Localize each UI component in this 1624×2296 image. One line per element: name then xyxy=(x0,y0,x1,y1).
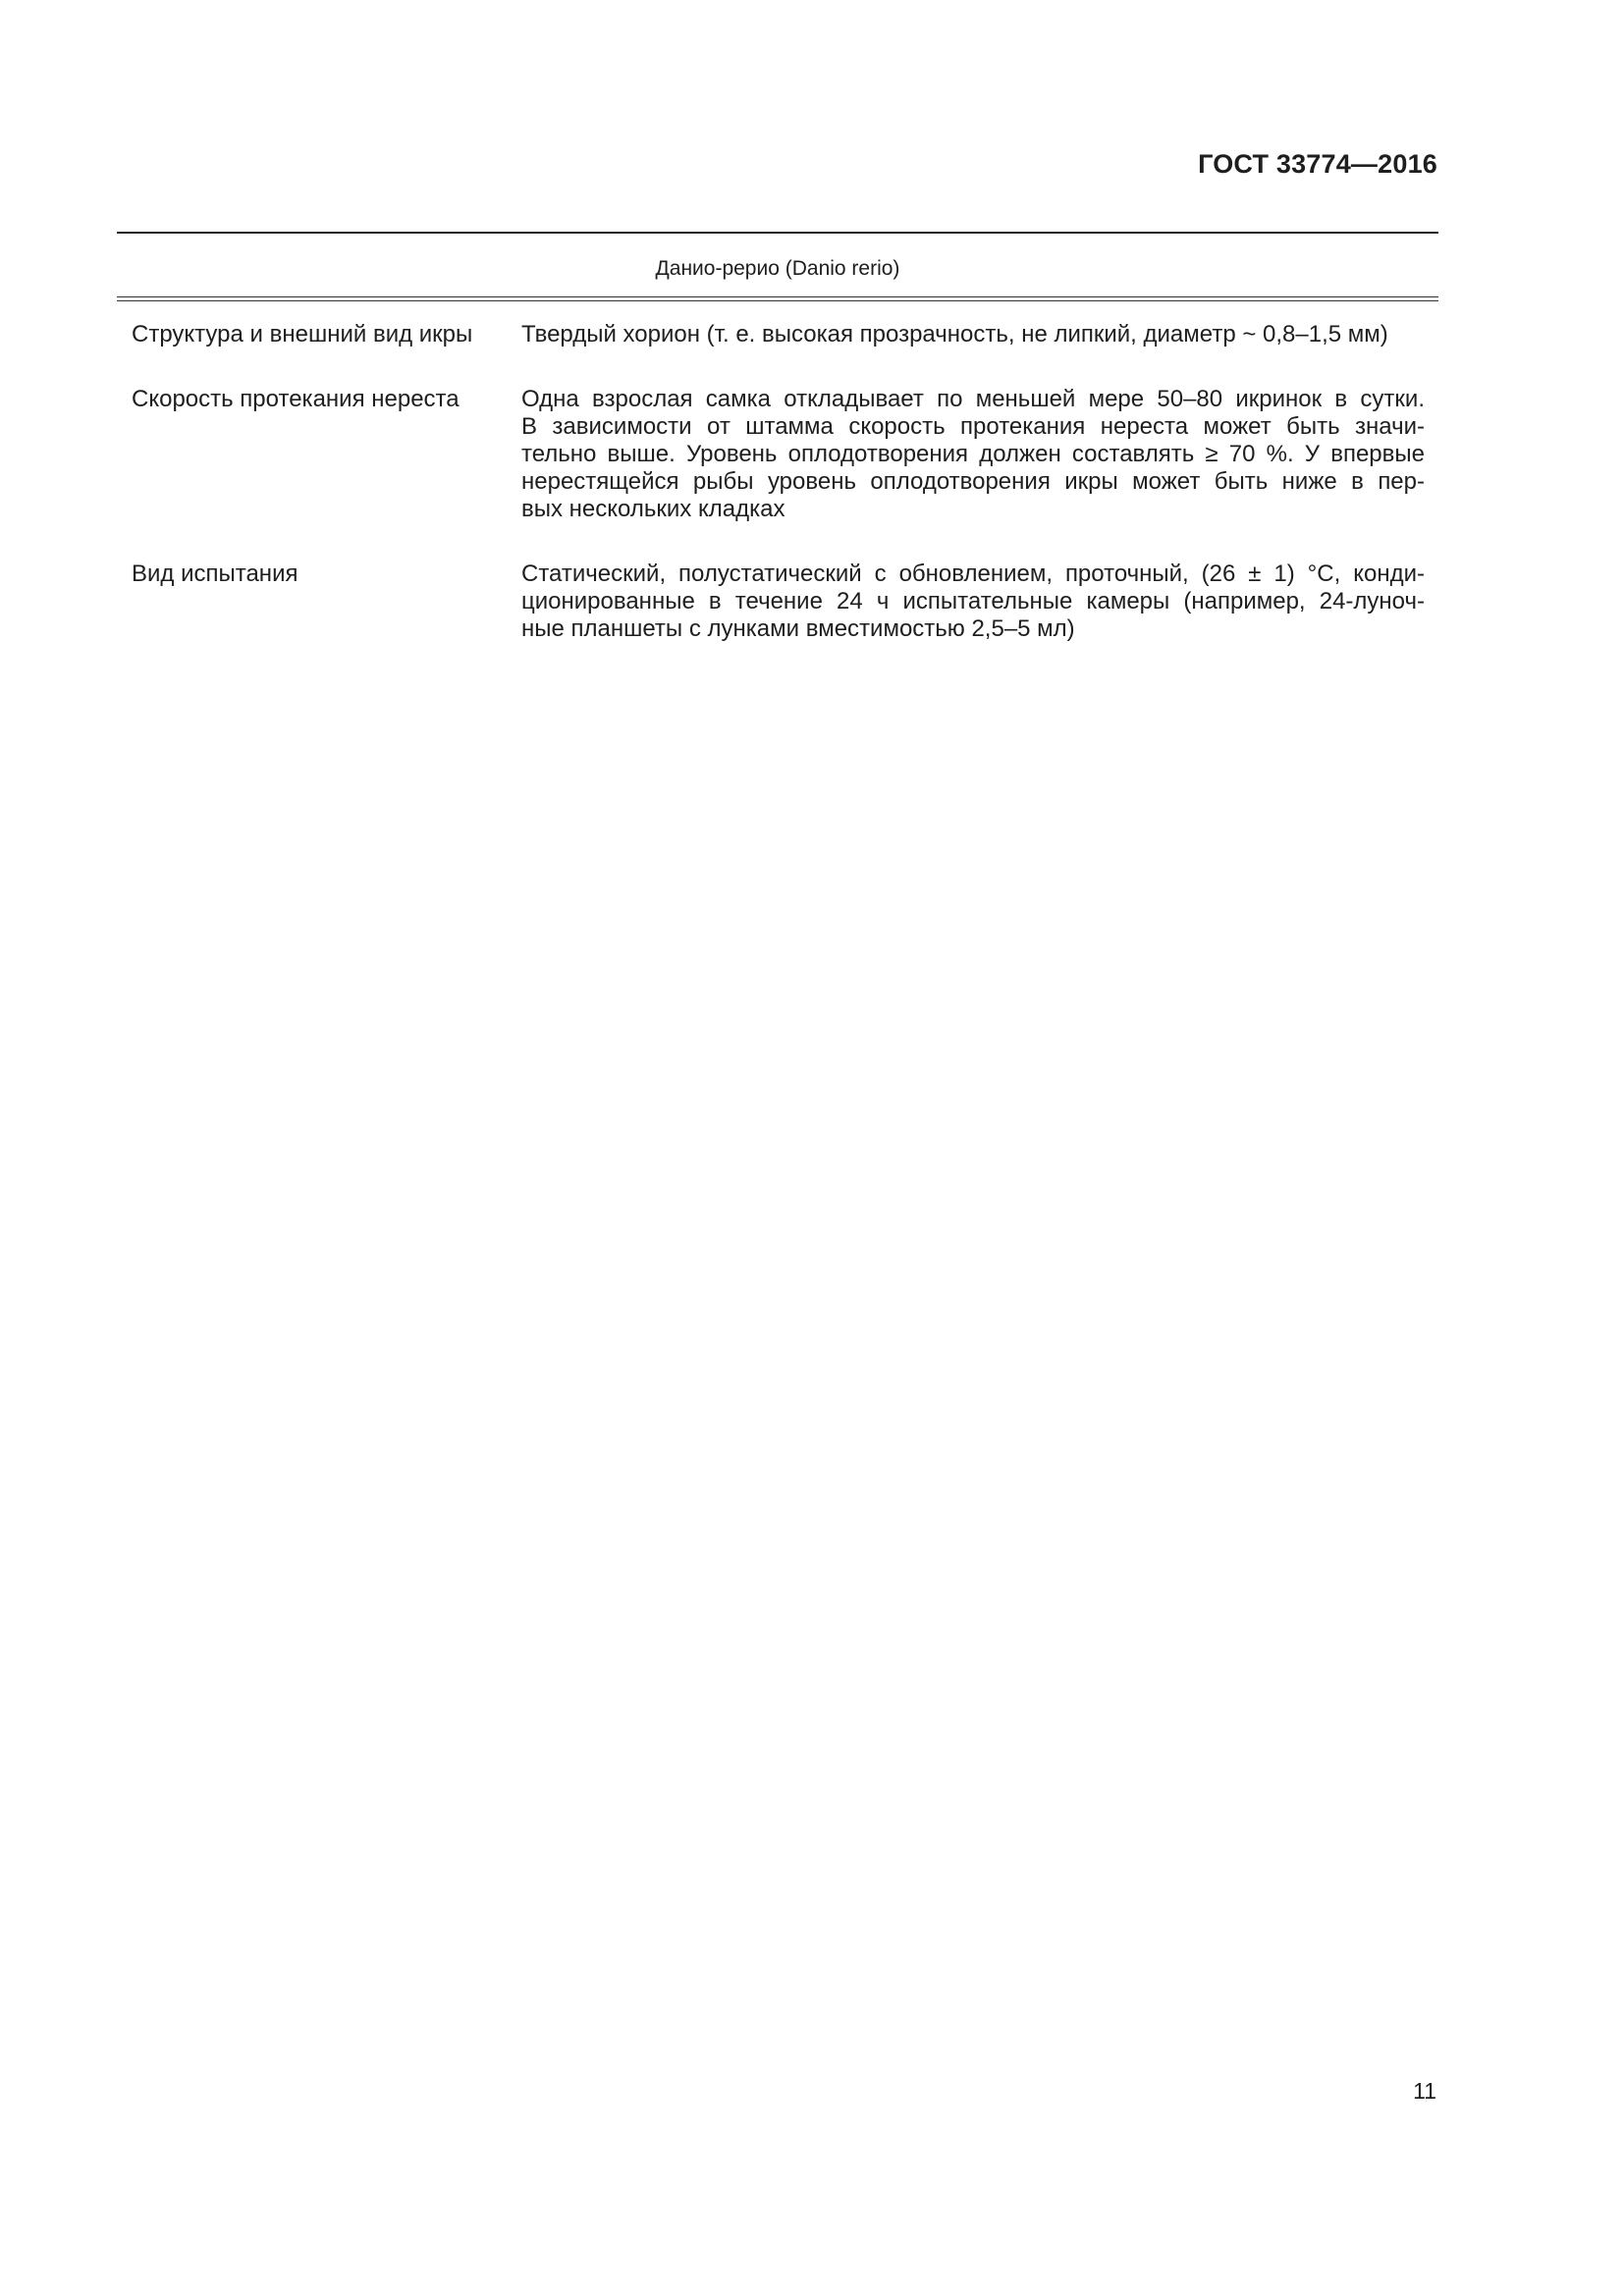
row-value xyxy=(521,386,1438,523)
table-body xyxy=(117,301,1438,643)
table-row xyxy=(117,386,1438,523)
row-value-line: Твердый хорион (т. е. высокая прозрачность, не липкий, диаметр ~ 0,8–1,5 мм) xyxy=(521,321,1388,347)
row-label: Структура и внешний вид икры xyxy=(132,321,473,347)
row-value-line: Статический, полустатический с обновлением, проточный, (26 ± 1) °С, конди- xyxy=(521,561,1425,587)
document-code: ГОСТ 33774—2016 xyxy=(1198,149,1437,179)
page-number: 11 xyxy=(1413,2078,1436,2104)
table-column-header: Данио-рерио (Danio rerio) xyxy=(655,257,900,280)
table-row xyxy=(117,321,1438,348)
row-value xyxy=(521,321,1438,348)
row-value-line: В зависимости от штамма скорость протекания нереста может быть значи- xyxy=(521,413,1425,440)
species-parameters-table xyxy=(117,232,1438,643)
row-label: Скорость протекания нереста xyxy=(132,386,460,412)
row-value-line: вых нескольких кладках xyxy=(521,496,785,522)
row-value-line: тельно выше. Уровень оплодотворения должен составлять ≥ 70 %. У впервые xyxy=(521,441,1425,467)
row-value-line: нерестящейся рыбы уровень оплодотворения икры может быть ниже в пер- xyxy=(521,468,1425,495)
table-row xyxy=(117,561,1438,643)
row-value-line: Одна взрослая самка откладывает по меньшей мере 50–80 икринок в сутки. xyxy=(521,386,1425,412)
row-label: Вид испытания xyxy=(132,561,298,587)
row-value-line: ные планшеты с лунками вместимостью 2,5–5 мл) xyxy=(521,615,1075,642)
row-value-line: ционированные в течение 24 ч испытательные камеры (например, 24-луноч- xyxy=(521,588,1425,614)
row-value xyxy=(521,561,1438,643)
